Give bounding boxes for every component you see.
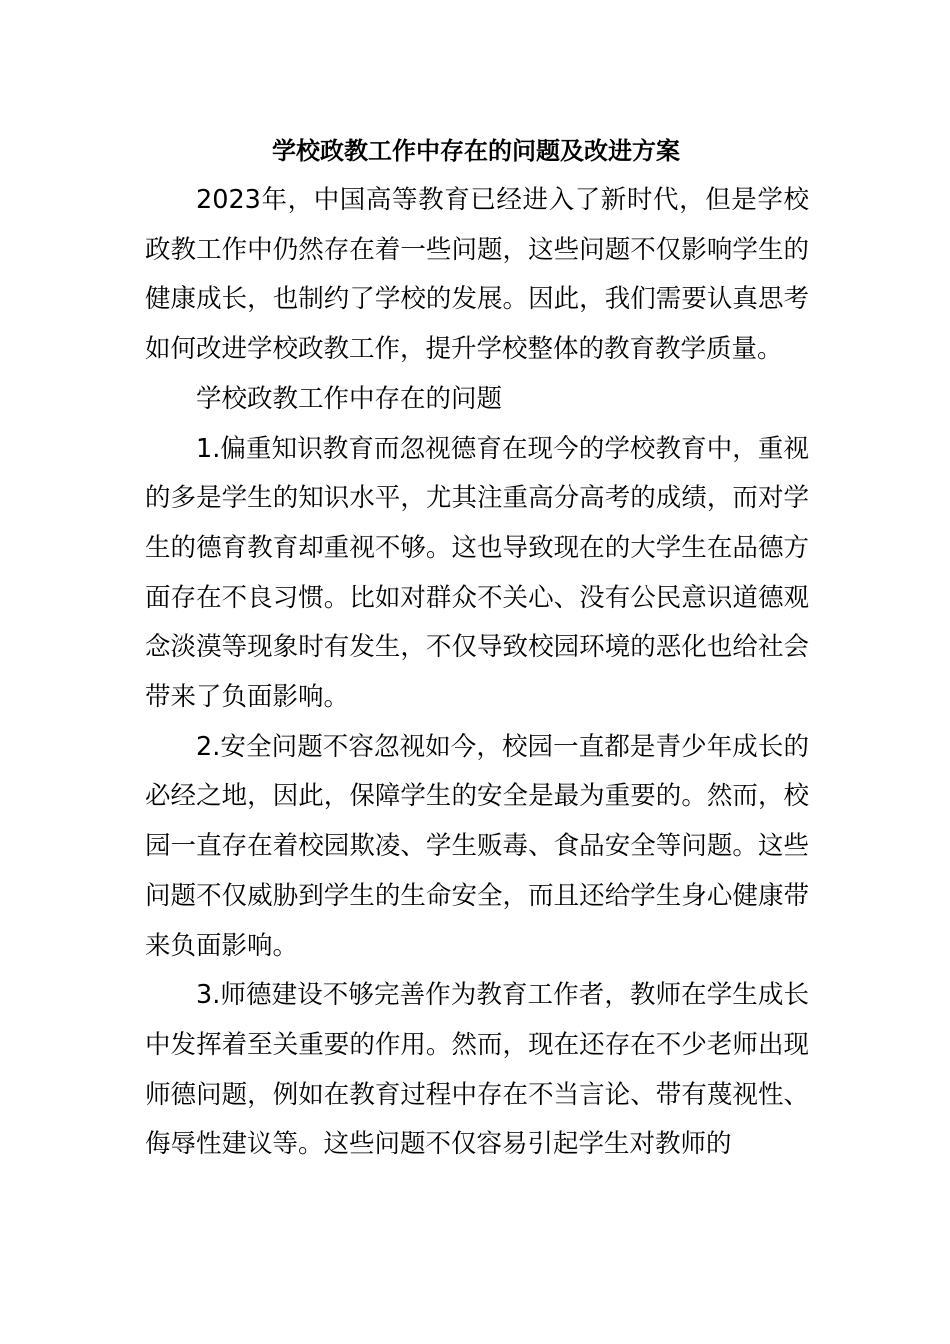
problem-1-paragraph: 1.偏重知识教育而忽视德育在现今的学校教育中，重视的多是学生的知识水平，尤其注重高分高考的成绩，而对学生的德育教育却重视不够。这也导致现在的大学生在品德方面存在不良习惯。比如对群众不关心、没有公民意识道德观念淡漠等现象时有发生，不仅导致校园环境的恶化也给社会带来了负面影响。 xyxy=(145,433,809,713)
document-title: 学校政教工作中存在的问题及改进方案 xyxy=(272,137,680,165)
section-heading: 学校政教工作中存在的问题 xyxy=(196,383,503,414)
document-body xyxy=(145,176,809,1170)
intro-paragraph: 2023年，中国高等教育已经进入了新时代，但是学校政教工作中仍然存在着一些问题，这些问题不仅影响学生的健康成长，也制约了学校的发展。因此，我们需要认真思考如何改进学校政教工作，提升学校整体的教育教学质量。 xyxy=(145,185,809,365)
problem-2-paragraph: 2.安全问题不容忽视如今，校园一直都是青少年成长的必经之地，因此，保障学生的安全是最为重要的。然而，校园一直存在着校园欺凌、学生贩毒、食品安全等问题。这些问题不仅威胁到学生的生命安全，而且还给学生身心健康带来负面影响。 xyxy=(145,731,809,961)
problem-3-paragraph: 3.师德建设不够完善作为教育工作者，教师在学生成长中发挥着至关重要的作用。然而，现在还存在不少老师出现师德问题，例如在教育过程中存在不当言论、带有蔑视性、侮辱性建议等。这些问题不仅容易引起学生对教师的 xyxy=(145,980,809,1160)
